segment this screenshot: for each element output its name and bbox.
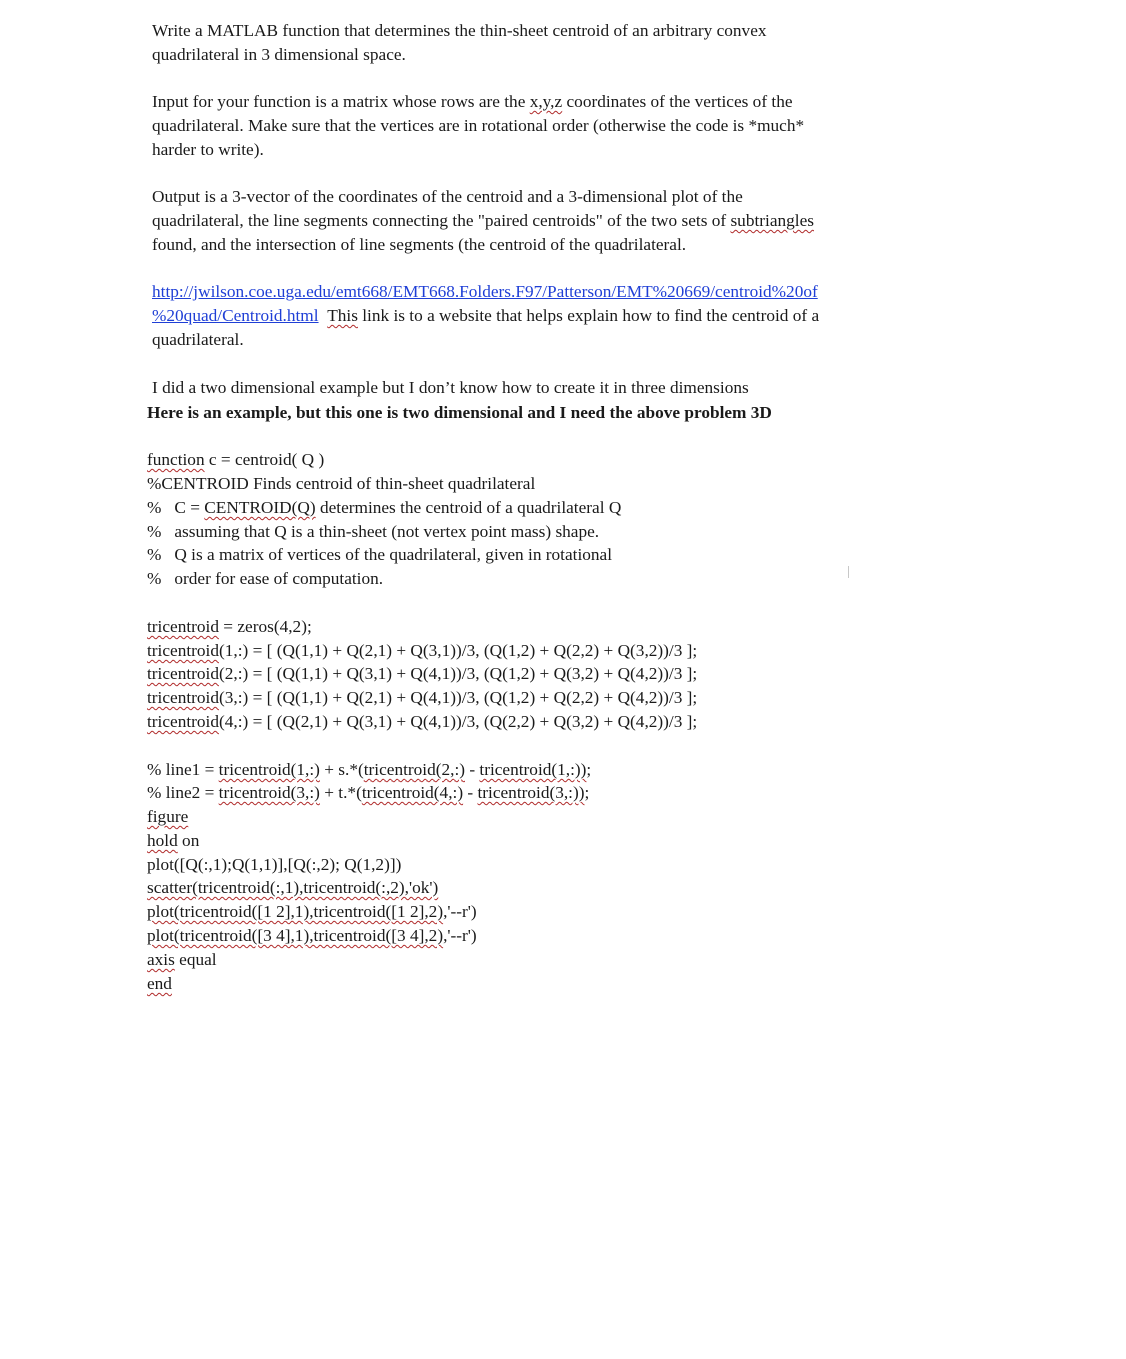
code-line [147, 758, 591, 782]
hold-keyword: hold [147, 831, 178, 850]
tricentroid-ref: tricentroid(4,:) [361, 783, 464, 802]
code-line [147, 662, 697, 686]
reference-link-continued[interactable]: %20quad/Centroid.html [152, 306, 319, 325]
code-text: + s.*( [319, 760, 364, 779]
input-spec-line: quadrilateral. Make sure that the vertices are in rotational order (otherwise the code is *much* [152, 116, 805, 135]
reference-line [152, 304, 819, 328]
tricentroid-var: tricentroid [147, 712, 219, 731]
tricentroid-var: tricentroid [147, 688, 219, 707]
this-word: This [327, 306, 358, 325]
code-text: determines the centroid of a quadrilateral Q [315, 498, 622, 517]
tricentroid-ref: tricentroid(2,:) [363, 760, 465, 779]
input-spec-line [152, 90, 793, 114]
code-comment-line [147, 496, 621, 520]
tricentroid-var: tricentroid [147, 664, 219, 683]
figure-keyword: figure [147, 807, 189, 826]
note-line: I did a two dimensional example but I don’t know how to create it in three dimensions [152, 378, 749, 397]
code-line [147, 972, 172, 996]
code-text: on [177, 831, 200, 850]
code-line [147, 876, 438, 900]
tricentroid-var: tricentroid [147, 617, 219, 636]
scatter-call: scatter(tricentroid(:,1),tricentroid(:,2),'ok') [147, 878, 439, 897]
code-comment-line: % Q is a matrix of vertices of the quadrilateral, given in rotational [147, 545, 612, 564]
reference-line [152, 280, 818, 304]
xyz-term: x,y,z [529, 92, 563, 111]
code-line [147, 686, 697, 710]
reference-description: link is to a website that helps explain how to find the centroid of a [357, 306, 820, 325]
code-line [147, 615, 312, 639]
code-text: + t.*( [319, 783, 362, 802]
code-line [147, 710, 697, 734]
tricentroid-ref: tricentroid(1,:)) [479, 760, 587, 779]
code-text: (3,:) = [ (Q(1,1) + Q(2,1) + Q(4,1))/3, (Q(1,2) + Q(2,2) + Q(4,2))/3 ]; [218, 688, 698, 707]
output-spec-line [152, 209, 814, 233]
code-text: equal [174, 950, 217, 969]
code-text: % C = [147, 498, 205, 517]
input-spec-text: coordinates of the vertices of the [562, 92, 793, 111]
output-spec-line: found, and the intersection of line segments (the centroid of the quadrilateral. [152, 235, 687, 254]
code-text: - [463, 783, 478, 802]
code-comment-line: % assuming that Q is a thin-sheet (not vertex point mass) shape. [147, 522, 600, 541]
tricentroid-var: tricentroid [147, 641, 219, 660]
subtriangles-term: subtriangles [730, 211, 814, 230]
input-spec-text: Input for your function is a matrix whose rows are the [152, 92, 530, 111]
plot-call: plot(tricentroid([1 2],1),tricentroid([1 2],2) [147, 902, 444, 921]
function-keyword: function [147, 450, 205, 469]
code-text: (1,:) = [ (Q(1,1) + Q(2,1) + Q(3,1))/3, (Q(1,2) + Q(2,2) + Q(3,2))/3 ]; [218, 641, 698, 660]
tricentroid-ref: tricentroid(1,:) [218, 760, 320, 779]
code-line [147, 448, 324, 472]
end-keyword: end [147, 974, 172, 993]
axis-keyword: axis [147, 950, 175, 969]
code-text: = zeros(4,2); [218, 617, 312, 636]
code-line [147, 900, 477, 924]
code-text: - [465, 760, 480, 779]
note-bold-line: Here is an example, but this one is two dimensional and I need the above problem 3D [147, 403, 772, 422]
code-text: c = centroid( Q ) [204, 450, 325, 469]
code-line [147, 805, 188, 829]
text-cursor [848, 566, 849, 578]
code-text: (2,:) = [ (Q(1,1) + Q(3,1) + Q(4,1))/3, (Q(1,2) + Q(3,2) + Q(4,2))/3 ]; [218, 664, 698, 683]
centroid-call: CENTROID(Q) [204, 498, 316, 517]
reference-line: quadrilateral. [152, 330, 244, 349]
output-spec-line: Output is a 3-vector of the coordinates of the centroid and a 3-dimensional plot of the [152, 187, 743, 206]
code-line [147, 948, 217, 972]
code-comment-line: %CENTROID Finds centroid of thin-sheet quadrilateral [147, 474, 536, 493]
code-text: ; [586, 760, 592, 779]
code-line [147, 924, 477, 948]
tricentroid-ref: tricentroid(3,:) [218, 783, 320, 802]
output-spec-text: quadrilateral, the line segments connecting the "paired centroids" of the two sets of [152, 211, 731, 230]
code-text: ,'--r') [443, 902, 477, 921]
code-comment-line: % order for ease of computation. [147, 569, 384, 588]
tricentroid-ref: tricentroid(3,:)) [477, 783, 585, 802]
code-text: % line2 = [147, 783, 219, 802]
code-line [147, 829, 199, 853]
code-text: % line1 = [147, 760, 219, 779]
code-line [147, 639, 697, 663]
plot-call: plot(tricentroid([3 4],1),tricentroid([3 4],2) [147, 926, 444, 945]
code-text: ,'--r') [443, 926, 477, 945]
code-text: (4,:) = [ (Q(2,1) + Q(3,1) + Q(4,1))/3, (Q(2,2) + Q(3,2) + Q(4,2))/3 ]; [218, 712, 698, 731]
problem-text-line: Write a MATLAB function that determines the thin-sheet centroid of an arbitrary convex [152, 21, 767, 40]
code-text: ; [584, 783, 590, 802]
input-spec-line: harder to write). [152, 140, 264, 159]
code-line: plot([Q(:,1);Q(1,1)],[Q(:,2); Q(1,2)]) [147, 855, 402, 874]
problem-text-line: quadrilateral in 3 dimensional space. [152, 45, 406, 64]
reference-link[interactable]: http://jwilson.coe.uga.edu/emt668/EMT668.Folders.F97/Patterson/EMT%20669/centroid%20of [152, 282, 818, 301]
code-line [147, 781, 589, 805]
